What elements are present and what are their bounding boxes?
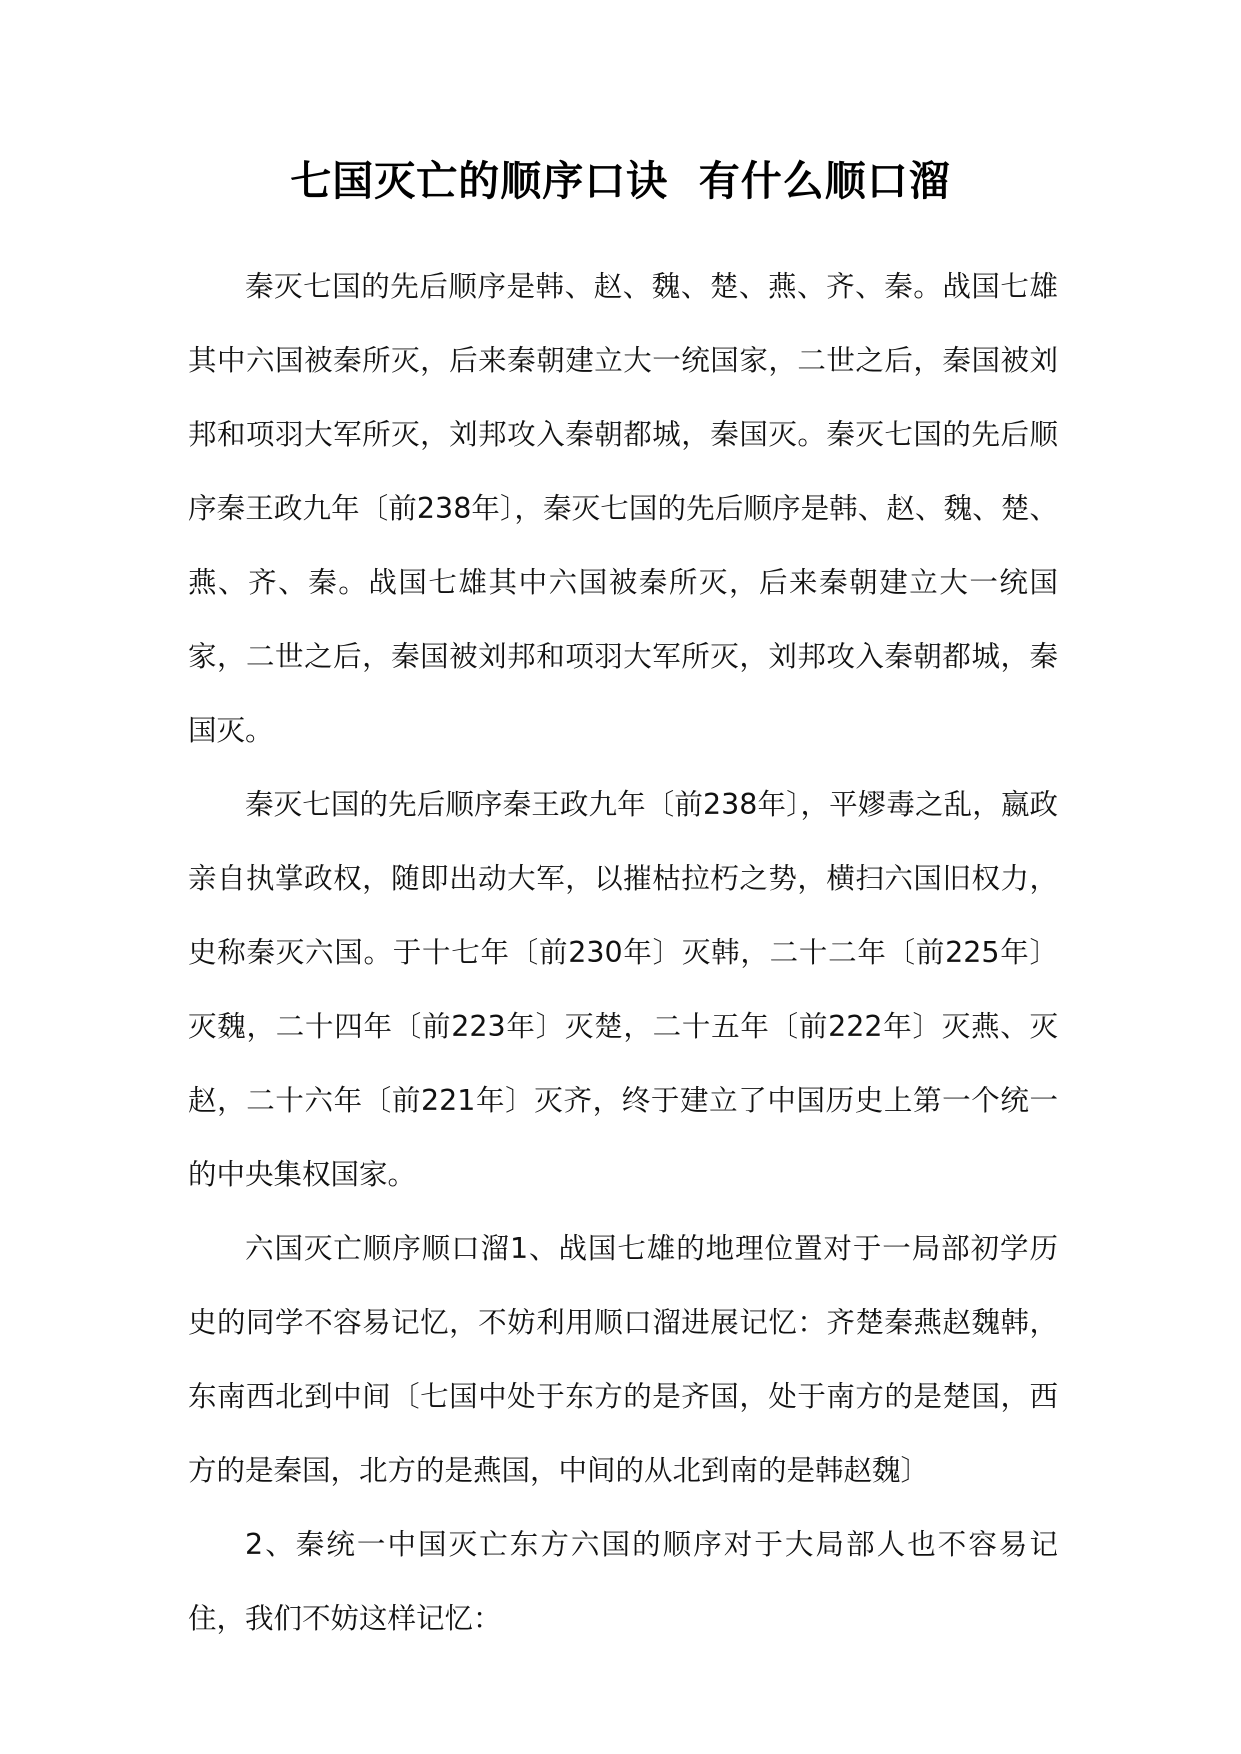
paragraph-3: 六国灭亡顺序顺口溜1、战国七雄的地理位置对于一局部初学历史的同学不容易记忆，不妨利用顺口溜进展记忆：齐楚秦燕赵魏韩，东南西北到中间〔七国中处于东方的是齐国，处于南方的是楚国，西方的是秦国，北方的是燕国，中间的从北到南的是韩赵魏〕 — [188, 1232, 1058, 1487]
paragraph-1: 秦灭七国的先后顺序是韩、赵、魏、楚、燕、齐、秦。战国七雄其中六国被秦所灭，后来秦朝建立大一统国家，二世之后，秦国被刘邦和项羽大军所灭，刘邦攻入秦朝都城，秦国灭。秦灭七国的先后顺序秦王政九年〔前238年〕，秦灭七国的先后顺序是韩、赵、魏、楚、燕、齐、秦。战国七雄其中六国被秦所灭，后来秦朝建立大一统国家，二世之后，秦国被刘邦和项羽大军所灭，刘邦攻入秦朝都城，秦国灭。 — [188, 270, 1058, 747]
document-title: 七国灭亡的顺序口诀 有什么顺口溜 — [290, 157, 951, 205]
paragraph-4: 2、秦统一中国灭亡东方六国的顺序对于大局部人也不容易记住，我们不妨这样记忆： — [188, 1528, 1058, 1635]
paragraph-2: 秦灭七国的先后顺序秦王政九年〔前238年〕，平嫪毒之乱，嬴政亲自执掌政权，随即出动大军，以摧枯拉朽之势，横扫六国旧权力，史称秦灭六国。于十七年〔前230年〕灭韩，二十二年〔前225年〕灭魏，二十四年〔前223年〕灭楚，二十五年〔前222年〕灭燕、灭赵，二十六年〔前221年〕灭齐，终于建立了中国历史上第一个统一的中央集权国家。 — [188, 788, 1058, 1191]
document-body — [188, 250, 1058, 1656]
